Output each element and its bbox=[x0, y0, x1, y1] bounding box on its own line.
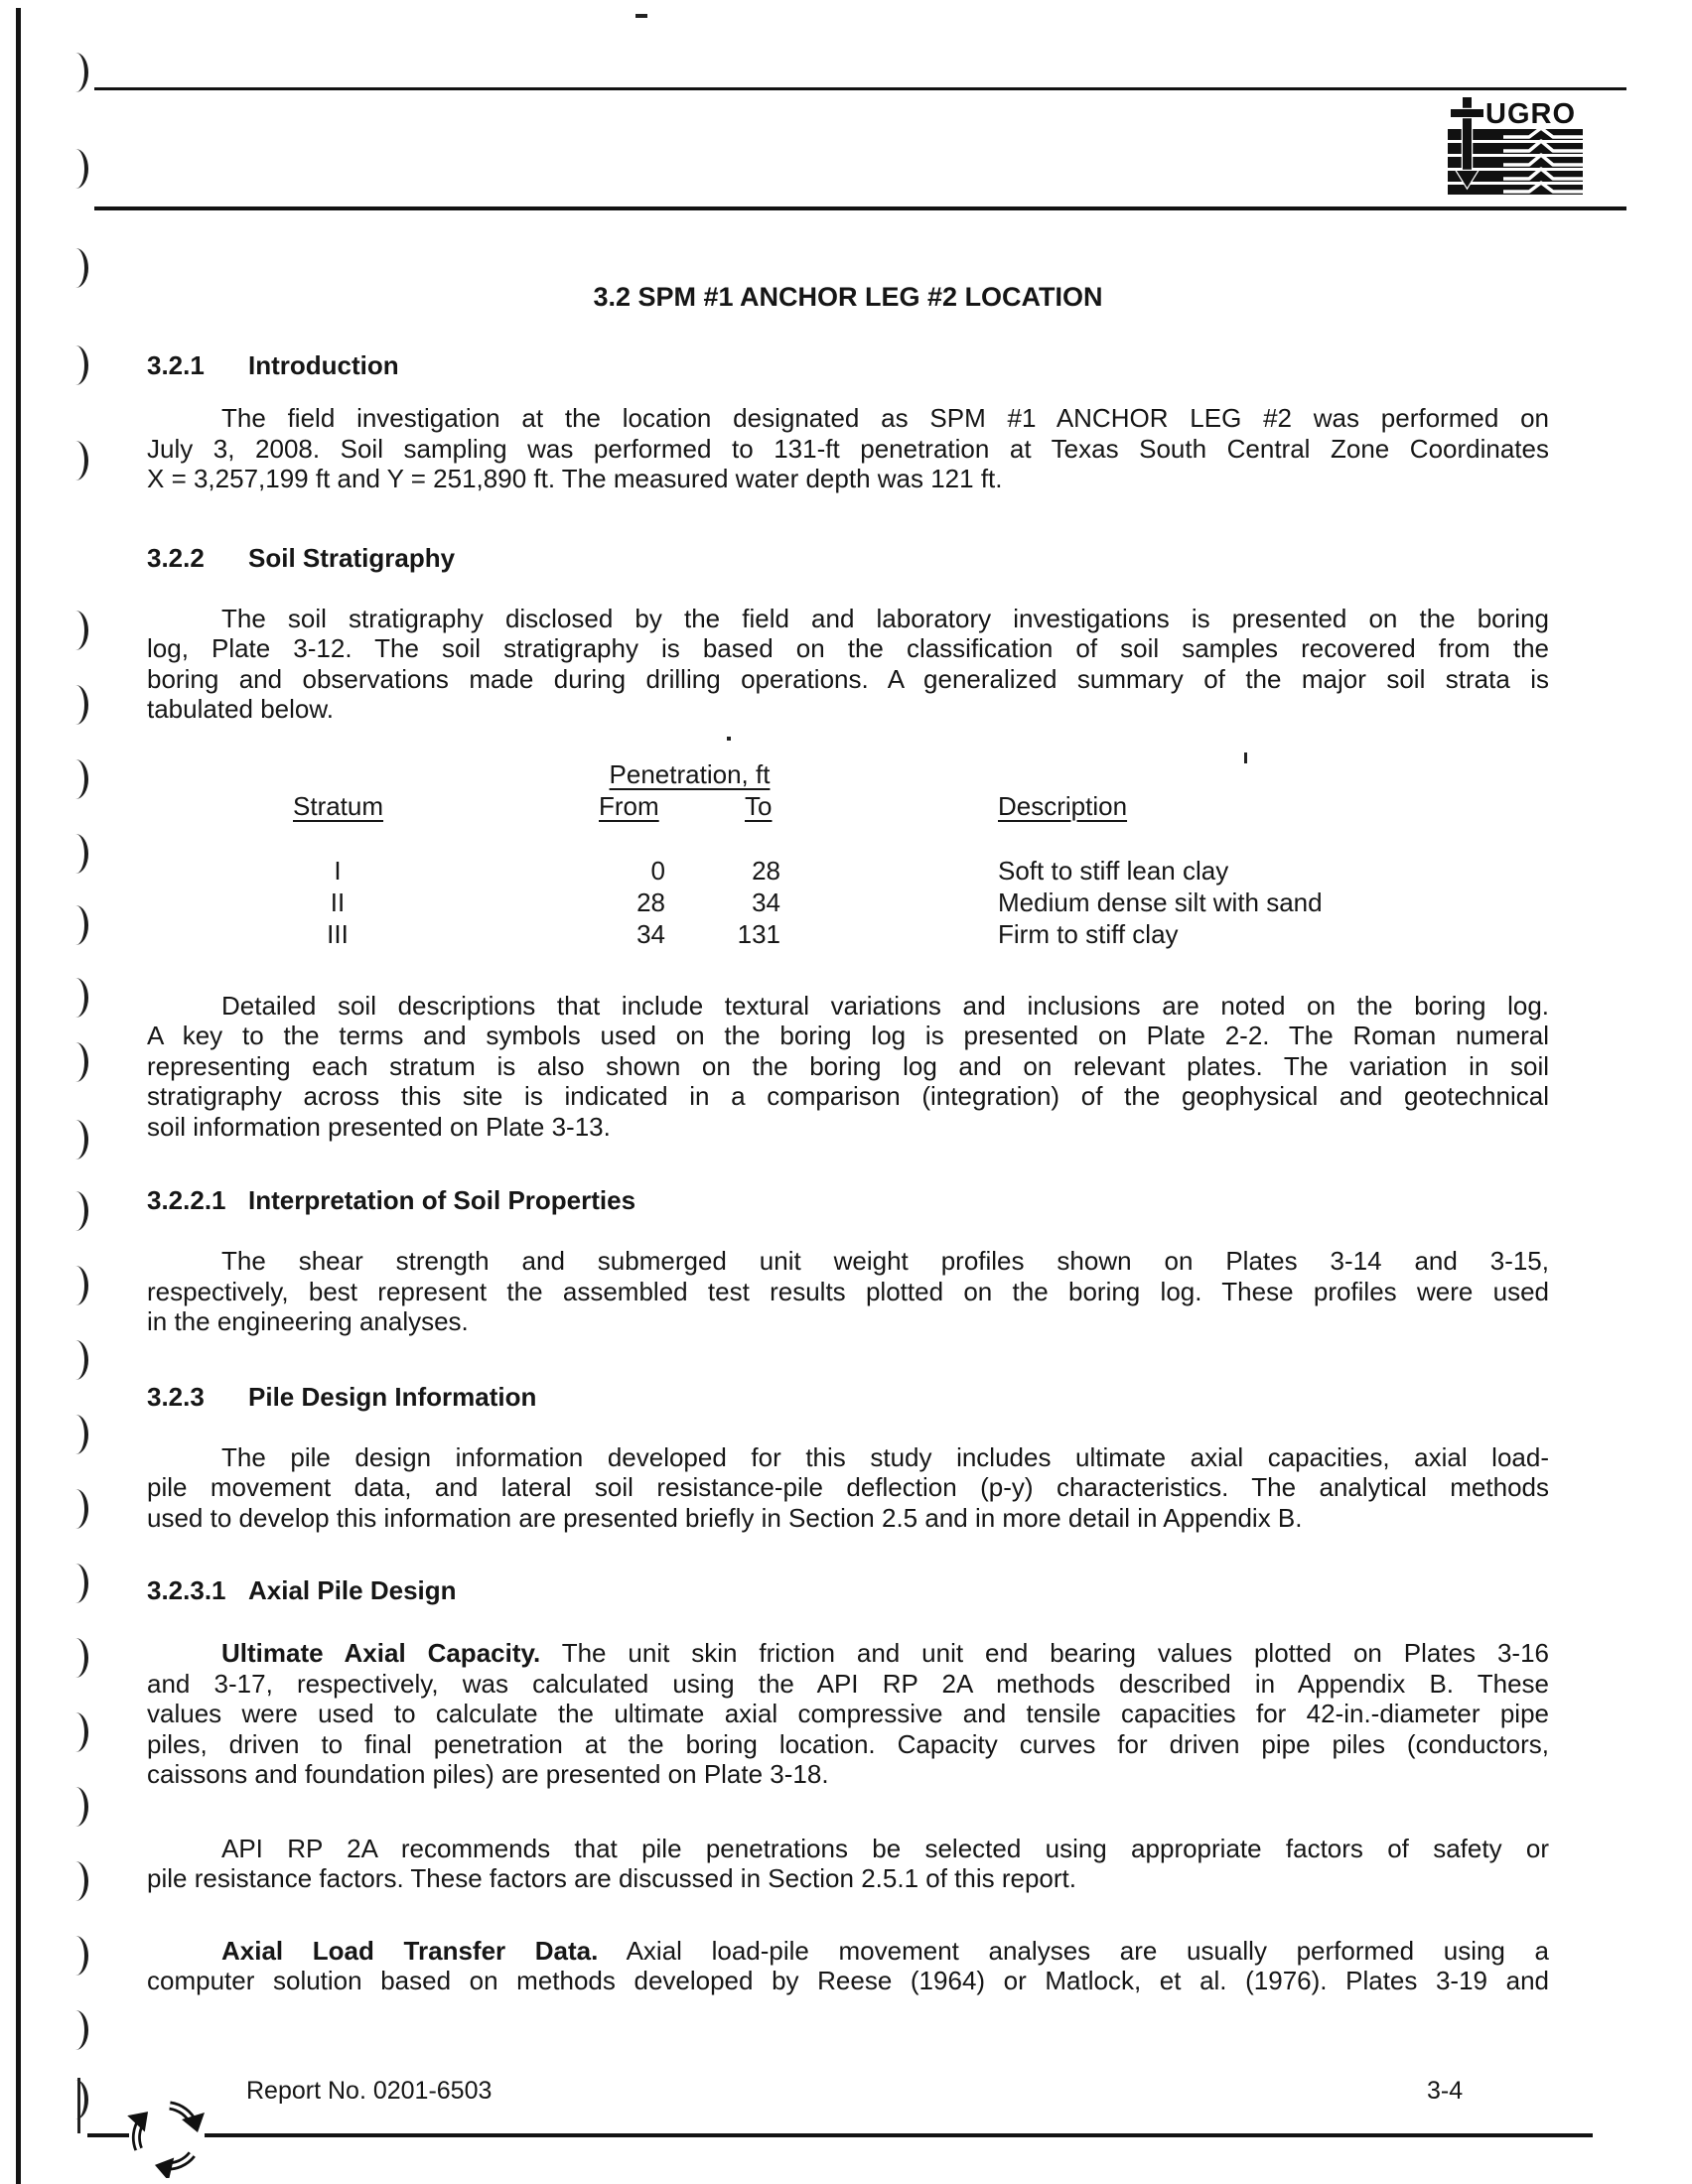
paragraph bbox=[147, 1936, 1549, 1996]
table-penetration-header: Penetration, ft bbox=[609, 758, 771, 789]
paragraph-line: representing each stratum is also shown on the boring log and on relevant plates. The variation in soil bbox=[147, 1050, 1549, 1081]
heading-label: Axial Pile Design bbox=[248, 1575, 457, 1605]
binding-curl-mark bbox=[71, 1936, 88, 1976]
binding-curl-mark bbox=[71, 149, 88, 189]
footer-rule bbox=[205, 2133, 1593, 2137]
paragraph-line: Ultimate Axial Capacity. The unit skin friction and unit end bearing values plotted on Plates 3-16 bbox=[221, 1638, 1549, 1668]
paragraph bbox=[147, 1442, 1549, 1534]
heading-label: Pile Design Information bbox=[248, 1381, 537, 1412]
footer-report-number: Report No. 0201-6503 bbox=[246, 2077, 493, 2105]
table-cell-to: 28 bbox=[752, 855, 780, 886]
binding-curl-mark bbox=[71, 905, 88, 945]
heading-number: 3.2.2.1 bbox=[147, 1185, 226, 1215]
paragraph-line: in the engineering analyses. bbox=[147, 1306, 469, 1336]
section-heading-3-2-3 bbox=[147, 1381, 1549, 1413]
binding-curl-mark bbox=[71, 834, 88, 874]
paragraph-line: caissons and foundation piles) are presented on Plate 3-18. bbox=[147, 1759, 829, 1789]
paragraph bbox=[147, 1834, 1549, 1894]
paragraph-line: Detailed soil descriptions that include textural variations and inclusions are noted on the boring log. bbox=[221, 990, 1549, 1021]
paragraph bbox=[147, 1638, 1549, 1790]
section-heading-3-2-3-1 bbox=[147, 1574, 1549, 1606]
binding-curl-mark bbox=[71, 759, 88, 799]
footer-page-number: 3-4 bbox=[1427, 2077, 1464, 2105]
table-col-header-to: To bbox=[745, 790, 773, 821]
binding-curl-mark bbox=[71, 1638, 88, 1678]
binding-curl-mark bbox=[71, 345, 88, 385]
binding-curl-mark bbox=[71, 1489, 88, 1529]
paragraph-line: values were used to calculate the ultimate axial compressive and tensile capacities for 42-in.-diameter pipe bbox=[147, 1699, 1549, 1728]
scan-speck bbox=[77, 2078, 80, 2133]
paragraph-lead-in: Axial Load Transfer Data. bbox=[221, 1935, 599, 1966]
table-cell-to: 131 bbox=[737, 918, 780, 949]
table-cell-stratum: II bbox=[330, 887, 346, 917]
heading-label: Introduction bbox=[248, 350, 399, 380]
paragraph-line: X = 3,257,199 ft and Y = 251,890 ft. The measured water depth was 121 ft. bbox=[147, 464, 1003, 493]
paragraph-line: and 3-17, respectively, was calculated using the API RP 2A methods described in Appendix B. These bbox=[147, 1668, 1549, 1699]
heading-number: 3.2.3.1 bbox=[147, 1575, 226, 1605]
paragraph-line: tabulated below. bbox=[147, 694, 334, 724]
binding-curl-mark bbox=[71, 1340, 88, 1380]
document-body bbox=[147, 0, 1549, 1996]
binding-curl-mark bbox=[71, 1415, 88, 1454]
binding-curl-mark bbox=[71, 611, 88, 650]
binding-curl-mark bbox=[71, 978, 88, 1018]
paragraph-line: A key to the terms and symbols used on the boring log is presented on Plate 2-2. The Roman numeral bbox=[147, 1021, 1549, 1050]
binding-curl-mark bbox=[71, 1712, 88, 1752]
binding-curl-mark bbox=[71, 1042, 88, 1082]
paragraph-line: The shear strength and submerged unit weight profiles shown on Plates 3-14 and 3-15, bbox=[221, 1246, 1549, 1276]
table-cell-stratum: III bbox=[327, 918, 349, 949]
paragraph-line: piles, driven to final penetration at the boring location. Capacity curves for driven pipe piles (conductors, bbox=[147, 1728, 1549, 1759]
paragraph-line: soil information presented on Plate 3-13. bbox=[147, 1111, 611, 1142]
table-col-header-from: From bbox=[599, 790, 659, 821]
paragraph-line: used to develop this information are presented briefly in Section 2.5 and in more detail in Appendix B. bbox=[147, 1502, 1303, 1533]
heading-number: 3.2.1 bbox=[147, 350, 205, 380]
paragraph-line: The soil stratigraphy disclosed by the field and laboratory investigations is presented on the boring bbox=[221, 603, 1549, 633]
paragraph-line: API RP 2A recommends that pile penetrations be selected using appropriate factors of safety or bbox=[221, 1833, 1549, 1863]
paragraph-line: log, Plate 3-12. The soil stratigraphy is based on the classification of soil samples recovered from the bbox=[147, 633, 1549, 663]
paragraph bbox=[147, 403, 1549, 494]
binding-curl-mark bbox=[71, 1861, 88, 1901]
table-cell-description: Soft to stiff lean clay bbox=[998, 855, 1229, 886]
table-cell-to: 34 bbox=[752, 887, 780, 917]
section-heading-3-2-2-1 bbox=[147, 1184, 1549, 1216]
heading-label: Interpretation of Soil Properties bbox=[248, 1185, 636, 1215]
footer-rule-left bbox=[87, 2133, 129, 2137]
binding-curl-mark bbox=[71, 1120, 88, 1160]
table-cell-from: 0 bbox=[650, 855, 665, 886]
table-cell-stratum: I bbox=[334, 855, 342, 886]
paragraph bbox=[147, 1246, 1549, 1337]
heading-number: 3.2.3 bbox=[147, 1381, 205, 1412]
binding-curl-mark bbox=[71, 1564, 88, 1603]
paragraph-line: stratigraphy across this site is indicated in a comparison (integration) of the geophysical and geotechnical bbox=[147, 1081, 1549, 1111]
page-title: 3.2 SPM #1 ANCHOR LEG #2 LOCATION bbox=[593, 282, 1103, 312]
paragraph-line: boring and observations made during drilling operations. A generalized summary of the major soil strata is bbox=[147, 663, 1549, 694]
section-heading-3-2-2 bbox=[147, 542, 1549, 574]
binding-curl-mark bbox=[71, 1191, 88, 1231]
scan-edge-line bbox=[16, 8, 21, 2184]
paragraph-line: pile movement data, and lateral soil resistance-pile deflection (p-y) characteristics. The analytical methods bbox=[147, 1472, 1549, 1502]
table-cell-description: Medium dense silt with sand bbox=[998, 887, 1323, 917]
soil-strata-table bbox=[147, 759, 1549, 950]
binding-curl-mark bbox=[71, 1266, 88, 1305]
paragraph bbox=[147, 604, 1549, 725]
paragraph-line: computer solution based on methods developed by Reese (1964) or Matlock, et al. (1976). Plates 3-19 and bbox=[147, 1966, 1549, 1995]
table-cell-from: 34 bbox=[636, 918, 665, 949]
section-heading-3-2-1 bbox=[147, 349, 1549, 381]
paragraph-line: The pile design information developed for this study includes ultimate axial capacities, axial load- bbox=[221, 1441, 1549, 1472]
paragraph bbox=[147, 991, 1549, 1143]
binding-curl-mark bbox=[71, 441, 88, 480]
paragraph-line: respectively, best represent the assembled test results plotted on the boring log. These profiles were used bbox=[147, 1276, 1549, 1306]
paragraph-lead-in: Ultimate Axial Capacity. bbox=[221, 1638, 541, 1668]
heading-number: 3.2.2 bbox=[147, 542, 205, 573]
binding-curl-mark bbox=[71, 1787, 88, 1827]
paragraph-line: The field investigation at the location designated as SPM #1 ANCHOR LEG #2 was performed on bbox=[221, 403, 1549, 433]
paragraph-line: pile resistance factors. These factors are discussed in Section 2.5.1 of this report. bbox=[147, 1863, 1076, 1893]
heading-label: Soil Stratigraphy bbox=[248, 542, 456, 573]
table-col-header-stratum: Stratum bbox=[293, 790, 384, 821]
binding-curl-mark bbox=[71, 685, 88, 725]
table-cell-from: 28 bbox=[636, 887, 665, 917]
paragraph-line: Axial Load Transfer Data. Axial load-pile movement analyses are usually performed using a bbox=[221, 1935, 1550, 1966]
binding-curl-mark bbox=[71, 2010, 88, 2050]
logo-wordmark: UGRO bbox=[1485, 98, 1576, 130]
table-col-header-description: Description bbox=[998, 790, 1128, 821]
paragraph-line: July 3, 2008. Soil sampling was performed to 131-ft penetration at Texas South Central Zone Coordinates bbox=[147, 433, 1549, 464]
table-cell-description: Firm to stiff clay bbox=[998, 918, 1179, 949]
binding-curl-mark bbox=[71, 248, 88, 288]
binding-curl-mark bbox=[71, 53, 88, 92]
recycle-icon bbox=[125, 2095, 209, 2178]
